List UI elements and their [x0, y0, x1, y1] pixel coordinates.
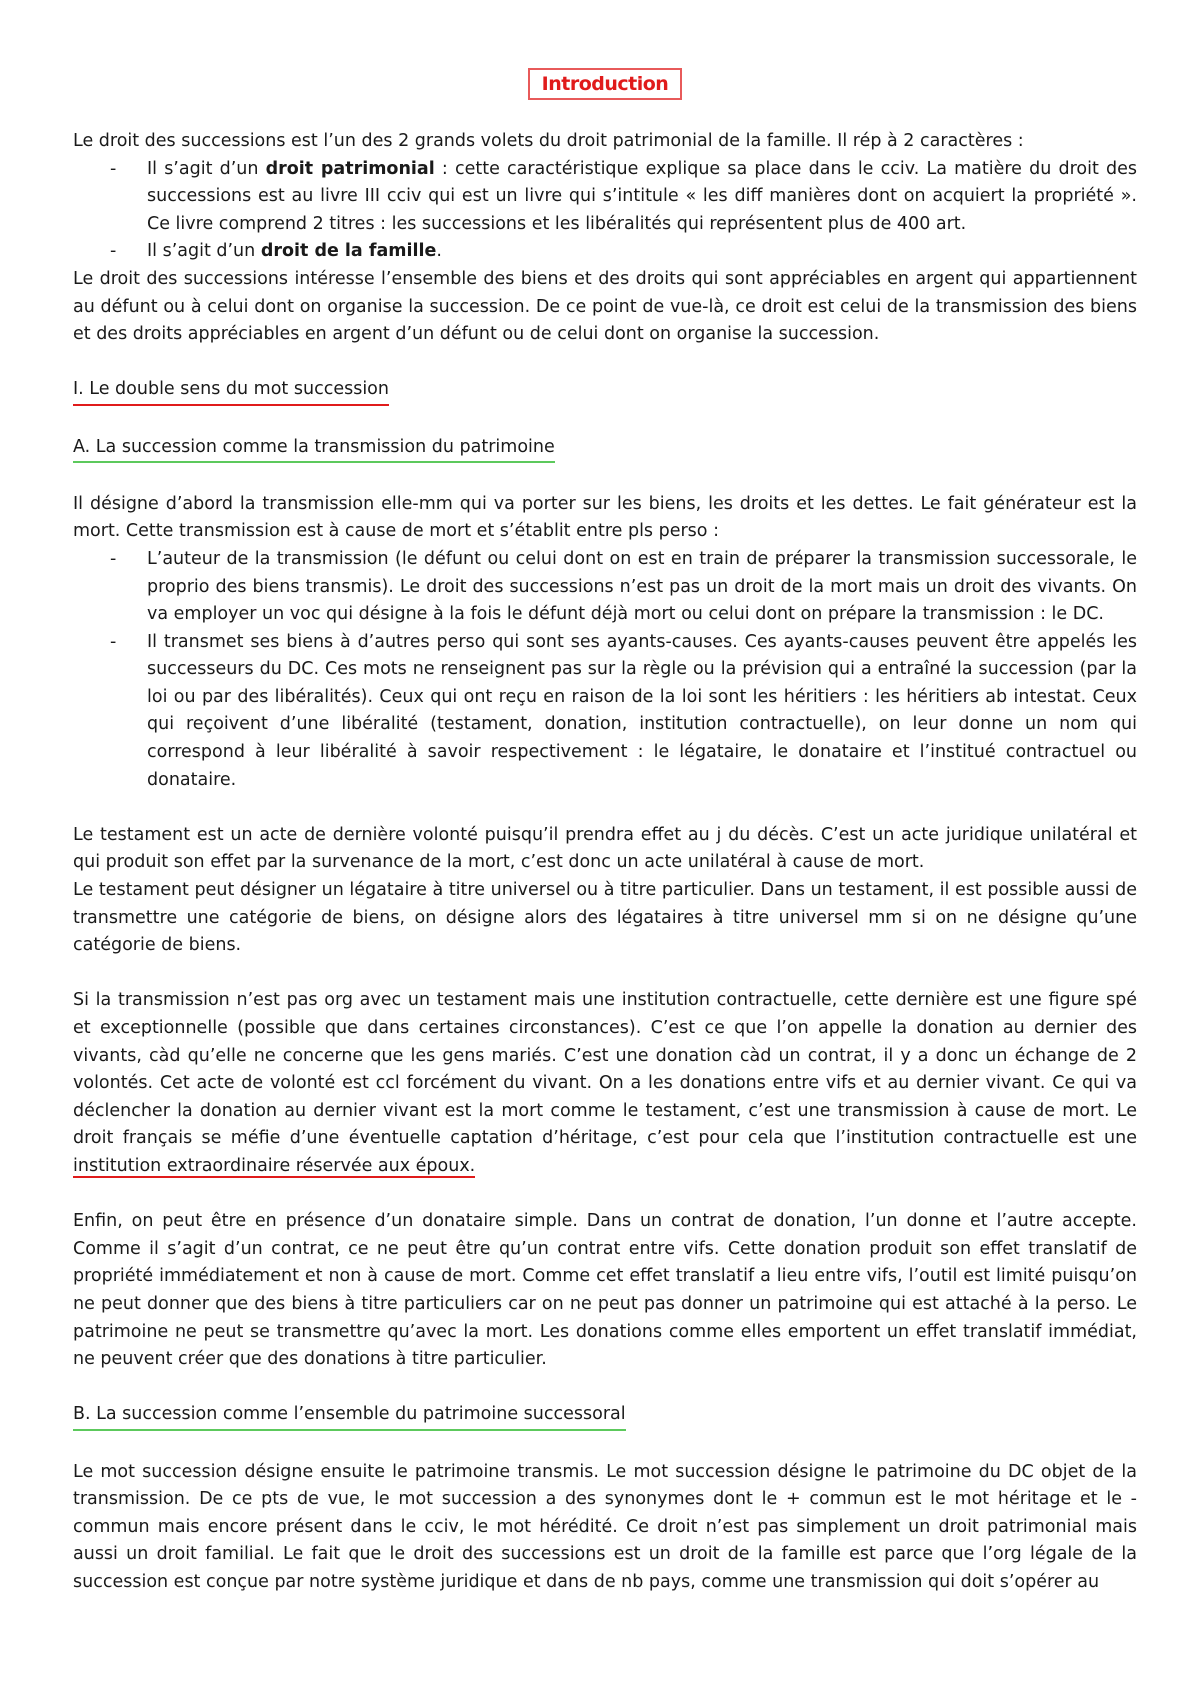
- bullet-dash: -: [110, 158, 117, 179]
- section-a-bullet-2: - Il transmet ses biens à d’autres perso qui sont ses ayants-causes. Ces ayants-causes peuvent être appelés les successeurs du DC. Ces mots ne renseignent pas sur la règle ou la prévision qui a entraîné la succession (par la loi ou par des libéralités). Ceux qui ont reçu en raison de la loi sont les héritiers : les héritiers ab intestat. Ceux qui reçoivent d’une libéralité (testament, donation, institution contractuelle), on leur donne un nom qui correspond à leur libéralité à savoir respectivement : le légataire, le donataire et l’institué contractuel ou donataire.: [73, 629, 1137, 795]
- bullet-dash: -: [110, 241, 117, 262]
- intro-bullet-list: [73, 156, 1137, 266]
- intro-paragraph-2: Le droit des successions intéresse l’ensemble des biens et des droits qui sont appréciables en argent qui appartiennent au défunt ou à celui dont on organise la succession. De ce point de vue-là, ce droit est celui de la transmission des biens et des droits appréciables en argent d’un défunt ou de celui dont on organise la succession.: [73, 268, 1137, 345]
- subsection-heading-a: A. La succession comme la transmission du patrimoine: [73, 434, 555, 464]
- section-heading-1: I. Le double sens du mot succession: [73, 376, 389, 406]
- bold-term: droit patrimonial: [265, 158, 435, 179]
- section-a-bullet-list: [73, 546, 1137, 794]
- section-b-paragraph-1: Le mot succession désigne ensuite le patrimoine transmis. Le mot succession désigne le patrimoine du DC objet de la transmission. De ce pts de vue, le mot succession a des synonymes dont le + commun est le mot héritage et le - commun mais encore présent dans le cciv, le mot hérédité. Ce droit n’est pas simplement un droit patrimonial mais aussi un droit familial. Le fait que le droit des successions est un droit de la famille est parce que l’org légale de la succession est conçue par notre système juridique et dans de nb pays, comme une transmission qui doit s’opérer au: [73, 1461, 1137, 1592]
- bullet-dash: -: [110, 548, 117, 569]
- section-a-paragraph-1: Il désigne d’abord la transmission elle-mm qui va porter sur les biens, les droits et les dettes. Le fait générateur est la mort. Cette transmission est à cause de mort et s’établit entre pls perso :: [73, 493, 1137, 542]
- section-a-bullet-1: - L’auteur de la transmission (le défunt ou celui dont on est en train de préparer la transmission successorale, le proprio des biens transmis). Le droit des successions n’est pas un droit de la mort mais un droit des vivants. On va employer un voc qui désigne à la fois le défunt déjà mort ou celui dont on prépare la transmission : le DC.: [73, 546, 1137, 629]
- underlined-phrase: institution extraordinaire réservée aux époux.: [73, 1155, 476, 1176]
- intro-bullet-1: - Il s’agit d’un droit patrimonial : cette caractéristique explique sa place dans le cciv. La matière du droit des successions est au livre III cciv qui est un livre qui s’intitule « les diff manières dont on acquiert la propriété ». Ce livre comprend 2 titres : les successions et les libéralités qui représentent plus de 400 art.: [73, 156, 1137, 239]
- bold-term: droit de la famille: [260, 241, 437, 262]
- section-a-paragraph-3: Le testament peut désigner un légataire à titre universel ou à titre particulier. Dans un testament, il est possible aussi de transmettre une catégorie de biens, on désigne alors des légataires à titre universel mm si on ne désigne qu’une catégorie de biens.: [73, 880, 1137, 956]
- title-container: [73, 68, 1137, 100]
- section-a-paragraph-4: Si la transmission n’est pas org avec un testament mais une institution contractuelle, cette dernière est une figure spé et exceptionnelle (possible que dans certaines circonstances). C’est ce que l’on appelle la donation au dernier des vivants, càd qu’elle ne concerne que les gens mariés. C’est une donation càd un contrat, il y a donc un échange de 2 volontés. Cet acte de volonté est ccl forcément du vivant. On a les donations entre vifs et au dernier vivant. Ce qui va déclencher la donation au dernier vivant est la mort comme le testament, c’est une transmission à cause de mort. Le droit français se méfie d’une éventuelle captation d’héritage, c’est pour cela que l’institution contractuelle est une institution extraordinaire réservée aux époux.: [73, 990, 1137, 1176]
- bullet-dash: -: [110, 631, 117, 652]
- subsection-heading-b: B. La succession comme l’ensemble du patrimoine successoral: [73, 1401, 626, 1431]
- section-a-paragraph-2: Le testament est un acte de dernière volonté puisqu’il prendra effet au j du décès. C’est un acte juridique unilatéral et qui produit son effet par la survenance de la mort, c’est donc un acte unilatéral à cause de mort.: [73, 824, 1137, 873]
- intro-paragraph-1: Le droit des successions est l’un des 2 grands volets du droit patrimonial de la famille. Il rép à 2 caractères :: [73, 131, 1024, 151]
- document-title: Introduction: [528, 68, 683, 100]
- section-a-paragraph-5: Enfin, on peut être en présence d’un donataire simple. Dans un contrat de donation, l’un donne et l’autre accepte. Comme il s’agit d’un contrat, ce ne peut être qu’un contrat entre vifs. Cette donation produit son effet translatif de propriété immédiatement et non à cause de mort. Comme cet effet translatif a lieu entre vifs, l’outil est limité puisqu’on ne peut donner que des biens à titre particuliers car on ne peut pas donner un patrimoine qui est attaché à la perso. Le patrimoine ne peut se transmettre qu’avec la mort. Les donations comme elles emportent un effet translatif immédiat, ne peuvent créer que des donations à titre particulier.: [73, 1211, 1137, 1370]
- intro-bullet-2: - Il s’agit d’un droit de la famille.: [73, 238, 1137, 266]
